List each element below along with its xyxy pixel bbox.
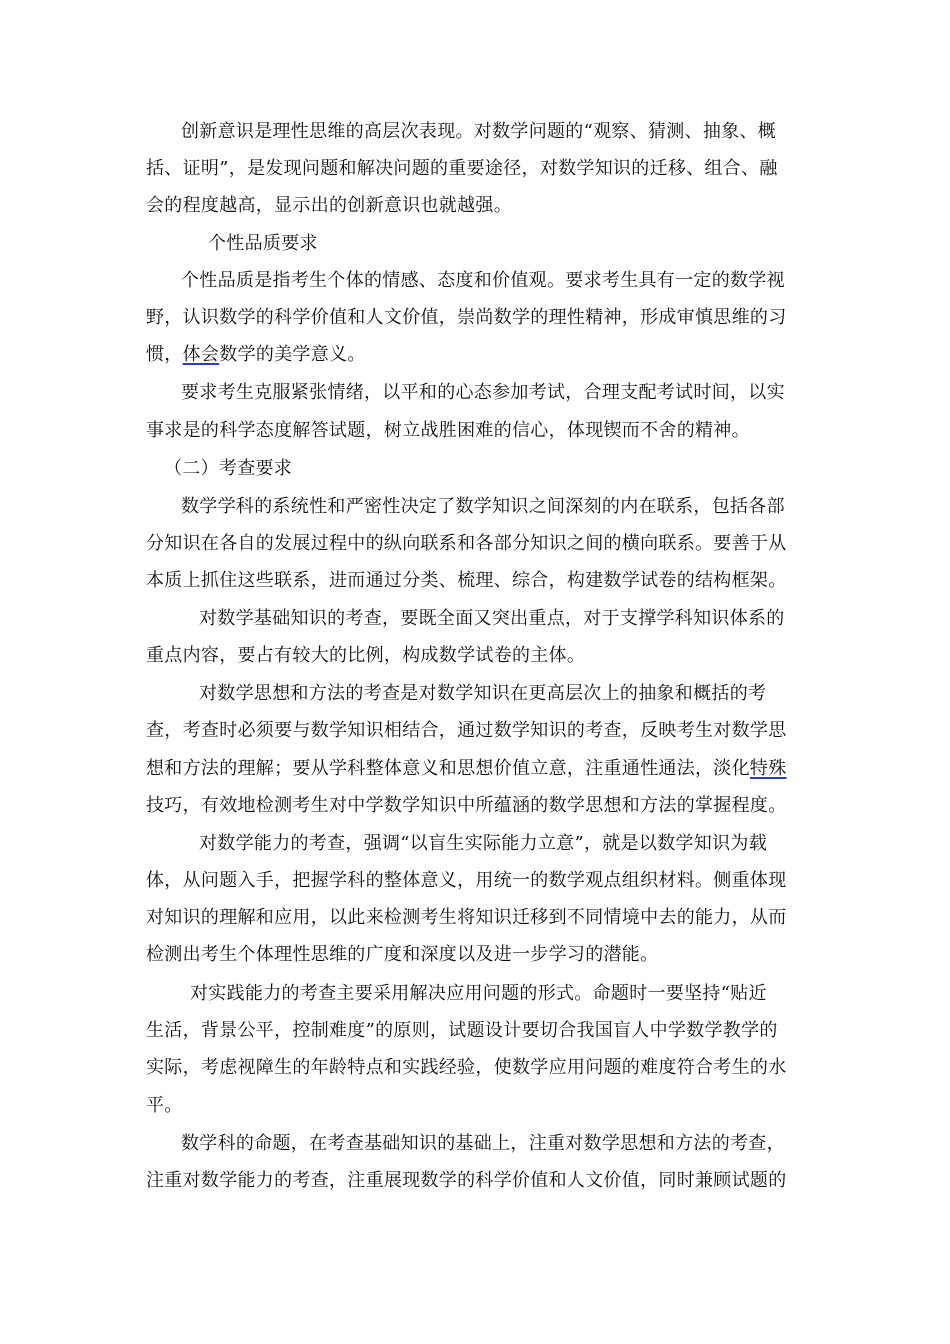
paragraph-9-line-1: 数学科的命题，在考查基础知识的基础上，注重对数学思想和方法的考查， [181, 1133, 785, 1154]
paragraph-1-line-2: 括、证明”，是发现问题和解决问题的重要途径，对数学知识的迁移、组合、融 [146, 158, 778, 179]
paragraph-2-line-3-start: 惯， [146, 344, 183, 365]
link-tihui[interactable]: 体会 [182, 344, 220, 365]
paragraph-1-line-3: 会的程度越高，显示出的创新意识也就越强。 [146, 195, 512, 216]
paragraph-5-line-1: 对数学基础知识的考查，要既全面又突出重点，对于支撑学科知识体系的 [199, 608, 785, 629]
paragraph-8-line-2: 生活，背景公平，控制难度”的原则，试题设计要切合我国盲人中学数学教学的 [146, 1020, 778, 1041]
paragraph-5-line-2: 重点内容，要占有较大的比例，构成数学试卷的主体。 [146, 645, 586, 666]
paragraph-2-line-2: 野，认识数学的科学价值和人文价值，崇尚数学的理性精神，形成审慎思维的习 [146, 307, 787, 328]
paragraph-8-line-1: 对实践能力的考查主要采用解决应用问题的形式。命题时一要坚持“贴近 [190, 983, 767, 1004]
paragraph-4-line-2: 分知识在各自的发展过程中的纵向联系和各部分知识之间的横向联系。要善于从 [146, 533, 787, 554]
paragraph-4-line-1: 数学学科的系统性和严密性决定了数学知识之间深刻的内在联系，包括各部 [181, 496, 785, 517]
paragraph-6-line-4: 技巧，有效地检测考生对中学数学知识中所蕴涵的数学思想和方法的掌握程度。 [146, 795, 787, 816]
paragraph-6-line-3 [146, 758, 787, 780]
paragraph-1-line-1: 创新意识是理性思维的高层次表现。对数学问题的“观察、猜测、抽象、概 [181, 121, 777, 142]
link-teshu[interactable]: 特殊 [749, 758, 787, 779]
paragraph-2-line-3-end: 数学的美学意义。 [219, 344, 366, 365]
paragraph-2-line-3 [146, 344, 366, 366]
paragraph-7-line-4: 检测出考生个体理性思维的广度和深度以及进一步学习的潜能。 [146, 944, 659, 965]
paragraph-6-line-2: 查，考查时必须要与数学知识相结合，通过数学知识的考查，反映考生对数学思 [146, 720, 787, 741]
paragraph-6-line-1: 对数学思想和方法的考查是对数学知识在更高层次上的抽象和概括的考 [199, 683, 767, 704]
paragraph-8-line-4: 平。 [146, 1095, 183, 1116]
paragraph-4-line-3: 本质上抓住这些联系，进而通过分类、梳理、综合，构建数学试卷的结构框架。 [146, 570, 787, 591]
section-heading-personal-quality: 个性品质要求 [208, 233, 318, 254]
paragraph-2-line-1: 个性品质是指考生个体的情感、态度和价值观。要求考生具有一定的数学视 [181, 270, 785, 291]
paragraph-8-line-3: 实际，考虑视障生的年龄特点和实践经验，使数学应用问题的难度符合考生的水 [146, 1057, 787, 1078]
paragraph-3-line-2: 事求是的科学态度解答试题，树立战胜困难的信心，体现锲而不舍的精神。 [146, 420, 750, 441]
paragraph-3-line-1: 要求考生克服紧张情绪，以平和的心态参加考试，合理支配考试时间，以实 [181, 382, 785, 403]
paragraph-7-line-3: 对知识的理解和应用，以此来检测考生将知识迁移到不同情境中去的能力，从而 [146, 907, 787, 928]
paragraph-7-line-2: 体，从问题入手，把握学科的整体意义，用统一的数学观点组织材料。侧重体现 [146, 870, 787, 891]
paragraph-7-line-1: 对数学能力的考查，强调“以盲生实际能力立意”，就是以数学知识为载 [199, 833, 768, 854]
section-heading-exam-requirements: （二）考查要求 [164, 458, 293, 479]
paragraph-9-line-2: 注重对数学能力的考查，注重展现数学的科学价值和人文价值，同时兼顾试题的 [146, 1170, 787, 1191]
paragraph-6-line-3-start: 想和方法的理解；要从学科整体意义和思想价值立意，注重通性通法，淡化 [146, 758, 750, 779]
